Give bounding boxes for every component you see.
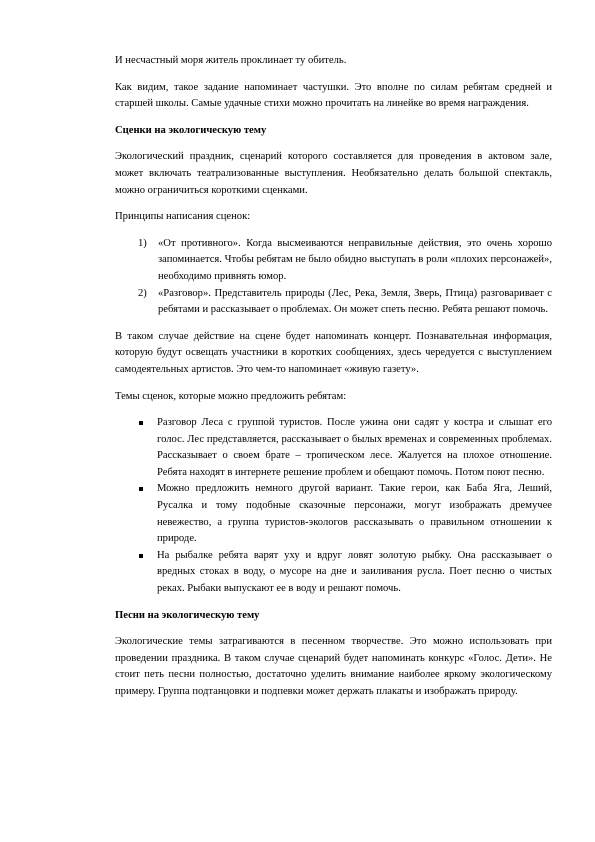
list-item-text: «Разговор». Представитель природы (Лес, Река, Земля, Зверь, Птица) разговаривает с ребятами и рассказывает о проблемах. Он может спеть песню. Ребята решают помочь. xyxy=(158,287,552,316)
list-number: 1) xyxy=(138,237,147,249)
list-item-text: Разговор Леса с группой туристов. После ужина они садят у костра и слышат его голос. Лес представляется, рассказывает о былых временах и современных проблемах. Рассказывает о своем брате – тропическом лесе. Жалуется на плохое отношение. Ребята находят в интернете решение проблем и обещают помочь. Потом поют песню. xyxy=(157,417,552,478)
list-item xyxy=(115,481,552,547)
bullet-square-icon xyxy=(139,487,143,491)
list-item xyxy=(115,548,552,598)
heading-songs: Песни на экологическую тему xyxy=(115,609,260,621)
list-item-text: «От противного». Когда высмеиваются неправильные действия, это очень хорошо запоминается. Чтобы ребятам не было обидно выступать в роли «плохих персонажей», необходимо привнять юмор. xyxy=(158,237,552,282)
list-item-text: На рыбалке ребята варят уху и вдруг ловят золотую рыбку. Она рассказывает о вредных стоках в воду, о мусоре на дне и заиливания русла. Поет песню о чистых реках. Рыбаки выпускают ее в воду и решают помочь. xyxy=(157,549,552,595)
principles-list xyxy=(115,236,552,319)
paragraph-principles-intro: Принципы написания сценок: xyxy=(115,211,251,223)
paragraph-songs: Экологические темы затрагиваются в песенном творчестве. Это можно использовать при проведении праздника. В таком случае сценарий будет напоминать конкурс «Голос. Дети». Не стоит петь песни полностью, достаточно уделить внимание наиболее яркому экологическому примеру. Группа подтанцовки и подпевки может держать плакаты и изображать природу. xyxy=(115,636,552,697)
list-number: 2) xyxy=(138,287,147,299)
list-item xyxy=(115,236,552,286)
list-item xyxy=(115,415,552,481)
paragraph-eco-holiday: Экологический праздник, сценарий которого составляется для проведения в актовом зале, может включать театрализованные выступления. Необязательно делать большой спектакль, можно ограничиться короткими сценками. xyxy=(115,151,552,196)
document-body xyxy=(115,53,552,701)
bullet-square-icon xyxy=(139,421,143,425)
paragraph-topics-intro: Темы сценок, которые можно предложить ребятам: xyxy=(115,390,347,402)
list-item xyxy=(115,286,552,319)
topics-list xyxy=(115,415,552,598)
verse-line: И несчастный моря житель проклинает ту обитель. xyxy=(115,55,347,66)
heading-scenes: Сценки на экологическую тему xyxy=(115,124,267,136)
list-item-text: Можно предложить немного другой вариант. Такие герои, как Баба Яга, Леший, Русалка и тому подобные сказочные персонажи, могут изображать дремучее невежество, а группа туристов-экологов рассказывать о правильном отношении к природе. xyxy=(157,483,552,545)
paragraph-chastushki: Как видим, такое задание напоминает частушки. Это вполне по силам ребятам средней и старшей школы. Самые удачные стихи можно прочитать на линейке во время награждения. xyxy=(115,81,552,110)
bullet-square-icon xyxy=(139,554,143,558)
paragraph-concert: В таком случае действие на сцене будет напоминать концерт. Познавательная информация, которую будут освещать участники в коротких сообщениях, здесь чередуется с выступлением самодеятельных артистов. Это чем-то напоминает «живую газету». xyxy=(115,330,552,375)
